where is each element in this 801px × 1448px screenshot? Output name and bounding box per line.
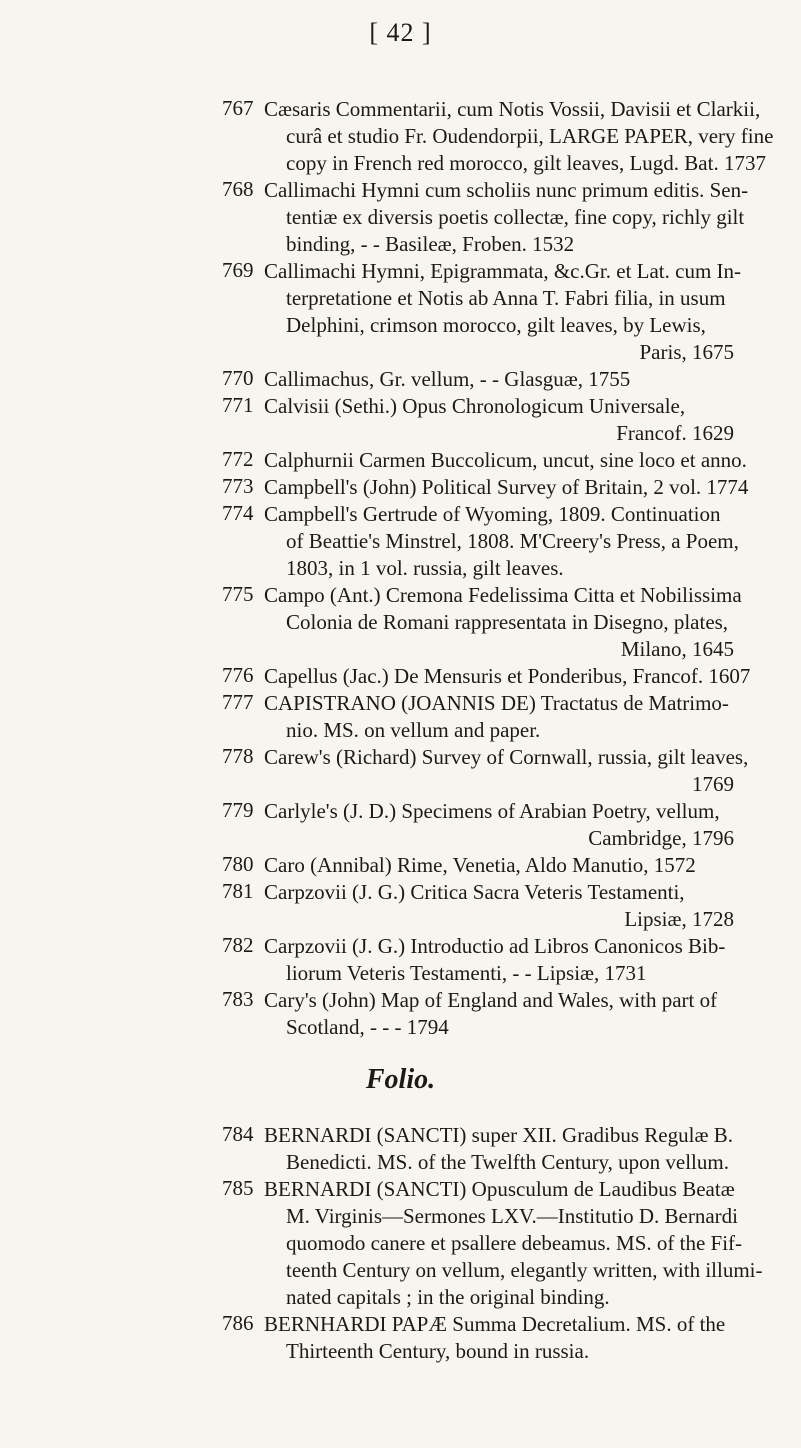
entry-number: 780: [222, 852, 254, 876]
catalog-entry: [0, 1311, 801, 1365]
catalog-entry: [0, 1122, 801, 1176]
catalog-entry: [0, 879, 801, 933]
entry-line: M. Virginis—Sermones LXV.—Institutio D. Bernardi: [286, 1204, 738, 1228]
entry-number: 768: [222, 177, 254, 201]
entry-line: of Beattie's Minstrel, 1808. M'Creery's Press, a Poem,: [286, 529, 739, 553]
entry-line: Thirteenth Century, bound in russia.: [286, 1339, 590, 1363]
catalog-entry: [0, 852, 801, 879]
entry-line: Delphini, crimson morocco, gilt leaves, by Lewis,: [286, 313, 706, 337]
entry-line: nio. MS. on vellum and paper.: [286, 718, 541, 742]
entry-line: Cary's (John) Map of England and Wales, with part of: [264, 988, 718, 1012]
entry-line: Colonia de Romani rappresentata in Disegno, plates,: [286, 610, 729, 634]
entry-line: copy in French red morocco, gilt leaves, Lugd. Bat. 1737: [286, 151, 766, 175]
entry-line: Calvisii (Sethi.) Opus Chronologicum Universale,: [264, 394, 686, 418]
catalog-entry: [0, 987, 801, 1041]
entry-line: Carlyle's (J. D.) Specimens of Arabian Poetry, vellum,: [264, 799, 720, 823]
entry-line: terpretatione et Notis ab Anna T. Fabri filia, in usum: [286, 286, 726, 310]
entry-line: binding, - - Basileæ, Froben. 1532: [286, 232, 575, 256]
section-heading: Folio.: [365, 1064, 436, 1095]
entry-line: tentiæ ex diversis poetis collectæ, fine copy, richly gilt: [286, 205, 745, 229]
entry-number: 774: [222, 501, 254, 525]
entry-line: 1803, in 1 vol. russia, gilt leaves.: [286, 556, 564, 580]
catalog-entries-folio: [0, 1122, 801, 1365]
entry-line: Calphurnii Carmen Buccolicum, uncut, sine loco et anno.: [264, 448, 747, 472]
catalog-entry: [0, 744, 801, 798]
entry-line: Francof. 1629: [616, 421, 734, 445]
entry-number: 786: [222, 1311, 254, 1335]
page-number: [ 42 ]: [369, 18, 432, 47]
entry-line: BERNARDI (SANCTI) Opusculum de Laudibus Beatæ: [264, 1177, 735, 1201]
entry-line: Lipsiæ, 1728: [624, 907, 734, 931]
entry-line: liorum Veteris Testamenti, - - Lipsiæ, 1731: [286, 961, 647, 985]
entry-line: Benedicti. MS. of the Twelfth Century, upon vellum.: [286, 1150, 729, 1174]
catalog-entry: [0, 474, 801, 501]
catalog-entry: [0, 663, 801, 690]
entry-number: 769: [222, 258, 254, 282]
entry-line: Cambridge, 1796: [588, 826, 734, 850]
catalog-entry: [0, 501, 801, 582]
entry-line: BERNARDI (SANCTI) super XII. Gradibus Regulæ B.: [264, 1123, 733, 1147]
entry-line: Carpzovii (J. G.) Introductio ad Libros Canonicos Bib-: [264, 934, 726, 958]
entry-line: Capellus (Jac.) De Mensuris et Ponderibus, Francof. 1607: [264, 664, 751, 688]
entry-line: Cæsaris Commentarii, cum Notis Vossii, Davisii et Clarkii,: [264, 97, 761, 121]
entry-number: 767: [222, 96, 254, 120]
entry-number: 777: [222, 690, 254, 714]
entry-line: Callimachi Hymni cum scholiis nunc primum editis. Sen-: [264, 178, 749, 202]
entry-line: Callimachi Hymni, Epigrammata, &c.Gr. et Lat. cum In-: [264, 259, 742, 283]
catalog-entry: [0, 393, 801, 447]
entry-line: BERNHARDI PAPÆ Summa Decretalium. MS. of the: [264, 1312, 726, 1336]
entry-number: 775: [222, 582, 254, 606]
entry-line: Milano, 1645: [620, 637, 734, 661]
entry-line: 1769: [692, 772, 734, 796]
entry-line: Scotland, - - - 1794: [286, 1015, 449, 1039]
entry-number: 773: [222, 474, 254, 498]
entry-line: Paris, 1675: [639, 340, 734, 364]
entry-number: 785: [222, 1176, 254, 1200]
catalog-entry: [0, 933, 801, 987]
entry-line: teenth Century on vellum, elegantly written, with illumi-: [286, 1258, 763, 1282]
entry-line: nated capitals ; in the original binding.: [286, 1285, 610, 1309]
entry-line: curâ et studio Fr. Oudendorpii, LARGE PAPER, very fine: [286, 124, 774, 148]
entry-number: 772: [222, 447, 254, 471]
catalog-entry: [0, 1176, 801, 1311]
entry-line: quomodo canere et psallere debeamus. MS. of the Fif-: [286, 1231, 743, 1255]
entry-line: Callimachus, Gr. vellum, - - Glasguæ, 1755: [264, 367, 631, 391]
entry-line: Carew's (Richard) Survey of Cornwall, russia, gilt leaves,: [264, 745, 749, 769]
entry-line: Campbell's Gertrude of Wyoming, 1809. Continuation: [264, 502, 721, 526]
entry-number: 783: [222, 987, 254, 1011]
catalog-entry: [0, 690, 801, 744]
entry-number: 776: [222, 663, 254, 687]
entry-number: 770: [222, 366, 254, 390]
entry-line: Campo (Ant.) Cremona Fedelissima Citta et Nobilissima: [264, 583, 742, 607]
catalog-entry: [0, 96, 801, 177]
catalog-entry: [0, 177, 801, 258]
entry-line: Campbell's (John) Political Survey of Britain, 2 vol. 1774: [264, 475, 749, 499]
catalog-entry: [0, 798, 801, 852]
entry-number: 784: [222, 1122, 254, 1146]
entry-line: Carpzovii (J. G.) Critica Sacra Veteris Testamenti,: [264, 880, 685, 904]
entry-number: 771: [222, 393, 254, 417]
entry-number: 781: [222, 879, 254, 903]
entry-number: 778: [222, 744, 254, 768]
entry-line: Caro (Annibal) Rime, Venetia, Aldo Manutio, 1572: [264, 853, 696, 877]
catalog-entry: [0, 582, 801, 663]
catalog-entry: [0, 447, 801, 474]
entry-line: CAPISTRANO (JOANNIS DE) Tractatus de Matrimo-: [264, 691, 729, 715]
entry-number: 779: [222, 798, 254, 822]
entry-number: 782: [222, 933, 254, 957]
catalog-entry: [0, 258, 801, 366]
catalog-entries-top: [0, 96, 801, 1041]
catalog-entry: [0, 366, 801, 393]
